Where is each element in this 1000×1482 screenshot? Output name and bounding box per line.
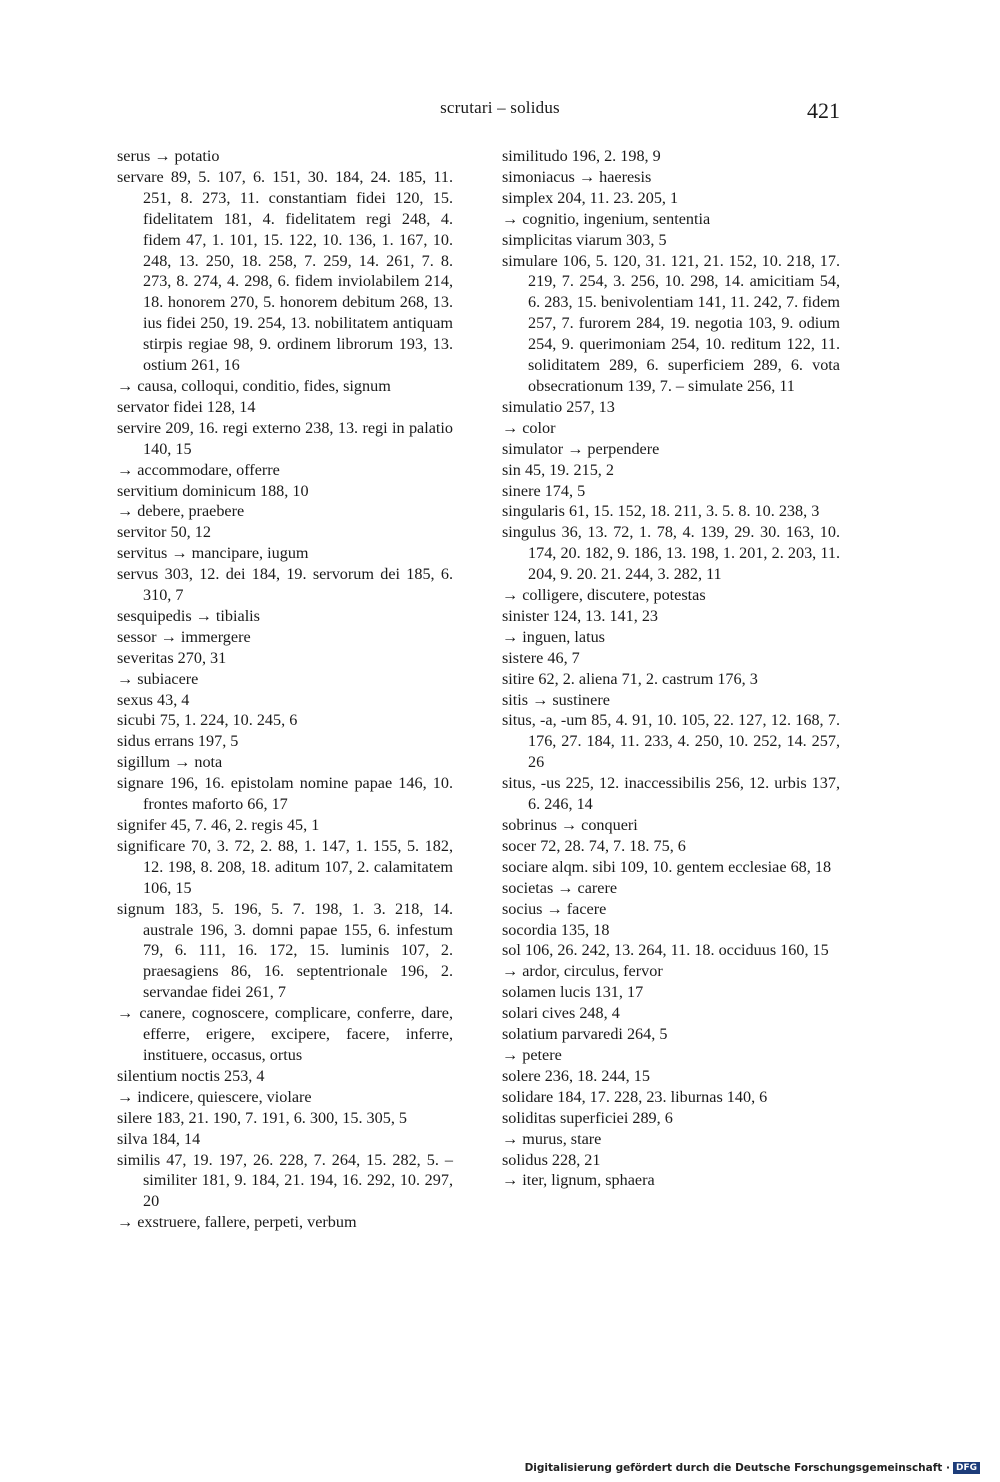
index-entry: → canere, cognoscere, complicare, conferre, dare, efferre, erigere, excipere, facere, inferre, instituere, occasus, ortus — [117, 1004, 453, 1064]
index-entry: situs, -us 225, 12. inaccessibilis 256, 12. urbis 137, 6. 246, 14 — [502, 774, 840, 814]
index-entry: sexus 43, 4 — [117, 690, 190, 709]
index-entry: signare 196, 16. epistolam nomine papae 146, 10. frontes maforto 66, 17 — [117, 774, 453, 814]
index-entry: simoniacus → haeresis — [502, 167, 652, 186]
index-entry: sitis → sustinere — [502, 690, 610, 709]
index-entry: silva 184, 14 — [117, 1129, 201, 1148]
index-entry: sol 106, 26. 242, 13. 264, 11. 18. occiduus 160, 15 — [502, 941, 829, 960]
index-entry: sitire 62, 2. aliena 71, 2. castrum 176, 3 — [502, 669, 758, 688]
index-column-left — [117, 146, 453, 1233]
index-entry: singulus 36, 13. 72, 1. 78, 4. 139, 29. 30. 163, 10. 174, 20. 182, 9. 186, 13. 198, 1. 201, 2. 203, 11. 204, 9. 20. 21. 244, 3. 282, 11 — [502, 523, 840, 584]
index-entry: solidare 184, 17. 228, 23. liburnas 140, 6 — [502, 1087, 768, 1106]
index-entry: sessor → immergere — [117, 627, 251, 646]
index-entry: simulator → perpendere — [502, 439, 660, 458]
index-entry: sigillum → nota — [117, 753, 223, 772]
page-number: 421 — [807, 98, 840, 123]
index-entry: → inguen, latus — [502, 627, 605, 646]
index-entry: simulare 106, 5. 120, 31. 121, 21. 152, 10. 218, 17. 219, 7. 254, 3. 256, 10. 298, 14. amicitiam 54, 6. 283, 15. benivolentiam 141, 11. 242, 7. fidem 257, 7. furorem 284, 19. negotia 103, 9. odium 254, 9. querimoniam 254, 10. reditum 122, 11. soliditatem 289, 6. superficiem 289, 6. vota obsecrationum 139, 7. – simulate 256, 11 — [502, 251, 840, 395]
index-entry: similis 47, 19. 197, 26. 228, 7. 264, 15. 282, 5. – similiter 181, 9. 184, 21. 194, 16. 292, 10. 297, 20 — [117, 1150, 453, 1211]
index-entry: socer 72, 28. 74, 7. 18. 75, 6 — [502, 836, 686, 855]
index-entry: servitus → mancipare, iugum — [117, 544, 309, 563]
index-column-right — [502, 146, 840, 1191]
index-entry: significare 70, 3. 72, 2. 88, 1. 147, 1. 155, 5. 182, 12. 198, 8. 208, 18. aditum 107, 2. calamitatem 106, 15 — [117, 836, 453, 897]
index-entry: servire 209, 16. regi externo 238, 13. regi in palatio 140, 15 — [117, 418, 453, 458]
running-header: scrutari – solidus — [440, 98, 560, 117]
index-entry: solari cives 248, 4 — [502, 1004, 620, 1023]
index-entry: solere 236, 18. 244, 15 — [502, 1066, 650, 1085]
index-entry: → cognitio, ingenium, sententia — [502, 209, 711, 228]
index-entry: silere 183, 21. 190, 7. 191, 6. 300, 15. 305, 5 — [117, 1108, 408, 1127]
index-entry: simplicitas viarum 303, 5 — [502, 230, 667, 249]
index-entry: soliditas superficiei 289, 6 — [502, 1108, 673, 1127]
index-entry: sidus errans 197, 5 — [117, 732, 239, 751]
index-entry: → color — [502, 418, 556, 437]
index-entry: sin 45, 19. 215, 2 — [502, 460, 614, 479]
index-entry: servitium dominicum 188, 10 — [117, 481, 309, 500]
index-entry: similitudo 196, 2. 198, 9 — [502, 147, 661, 165]
index-entry: sistere 46, 7 — [502, 648, 580, 667]
index-entry: → ardor, circulus, fervor — [502, 962, 663, 981]
index-entry: solamen lucis 131, 17 — [502, 983, 644, 1002]
index-entry: → causa, colloqui, conditio, fides, signum — [117, 376, 391, 395]
index-entry: simulatio 257, 13 — [502, 397, 615, 416]
index-entry: societas → carere — [502, 878, 618, 897]
index-entry: situs, -a, -um 85, 4. 91, 10. 105, 22. 127, 12. 168, 7. 176, 27. 184, 11. 233, 4. 250, 10. 252, 14. 257, 26 — [502, 711, 840, 772]
index-entry: → iter, lignum, sphaera — [502, 1171, 655, 1190]
index-entry: sobrinus → conqueri — [502, 816, 638, 834]
index-entry: → exstruere, fallere, perpeti, verbum — [117, 1213, 357, 1232]
index-entry: socius → facere — [502, 899, 607, 918]
index-entry: servitor 50, 12 — [117, 523, 211, 542]
index-entry: simplex 204, 11. 23. 205, 1 — [502, 188, 679, 207]
index-entry: → indicere, quiescere, violare — [117, 1087, 312, 1106]
dfg-logo: DFG — [953, 1462, 980, 1474]
index-entry: severitas 270, 31 — [117, 648, 227, 667]
index-entry: silentium noctis 253, 4 — [117, 1066, 265, 1085]
index-entry: → murus, stare — [502, 1129, 602, 1148]
index-entry: signum 183, 5. 196, 5. 7. 198, 1. 3. 218, 14. australe 196, 3. domni papae 155, 6. infestum 79, 6. 111, 16. 172, 15. luminis 107, 2. praesagiens 86, 16. septentrionale 196, 2. servandae fidei 261, 7 — [117, 899, 453, 1002]
index-entry: solatium parvaredi 264, 5 — [502, 1025, 668, 1044]
index-entry: sociare alqm. sibi 109, 10. gentem ecclesiae 68, 18 — [502, 857, 832, 876]
footer-credit — [525, 1462, 980, 1474]
index-entry: → petere — [502, 1045, 562, 1064]
index-entry: sesquipedis → tibialis — [117, 606, 260, 625]
index-entry: solidus 228, 21 — [502, 1150, 601, 1169]
index-entry: sinere 174, 5 — [502, 481, 586, 500]
index-entry: → debere, praebere — [117, 502, 245, 521]
index-entry: sinister 124, 13. 141, 23 — [502, 606, 659, 625]
footer-text: Digitalisierung gefördert durch die Deutsche Forschungsgemeinschaft · — [524, 1462, 950, 1474]
index-entry: sicubi 75, 1. 224, 10. 245, 6 — [117, 711, 298, 730]
index-entry: signifer 45, 7. 46, 2. regis 45, 1 — [117, 816, 320, 834]
index-entry: serus → potatio — [117, 147, 220, 165]
index-entry: servator fidei 128, 14 — [117, 397, 256, 416]
index-entry: singularis 61, 15. 152, 18. 211, 3. 5. 8. 10. 238, 3 — [502, 502, 820, 521]
index-entry: → accommodare, offerre — [117, 460, 280, 479]
index-entry: servus 303, 12. dei 184, 19. servorum dei 185, 6. 310, 7 — [117, 565, 453, 605]
index-entry: socordia 135, 18 — [502, 920, 610, 939]
index-entry: servare 89, 5. 107, 6. 151, 30. 184, 24. 185, 11. 251, 8. 273, 11. constantiam fidei 120, 15. fidelitatem 181, 4. fidelitatem regi 248, 4. fidem 47, 1. 101, 15. 122, 10. 136, 1. 167, 10. 248, 13. 250, 18. 258, 7. 259, 14. 261, 7. 8. 273, 8. 274, 4. 298, 6. fidem inviolabilem 214, 18. honorem 270, 5. honorem debitum 268, 13. ius fidei 250, 19. 254, 13. nobilitatem antiquam stirpis regiae 98, 9. ordinem librorum 193, 13. ostium 261, 16 — [117, 167, 453, 375]
index-entry: → colligere, discutere, potestas — [502, 586, 706, 605]
index-entry: → subiacere — [117, 669, 199, 688]
